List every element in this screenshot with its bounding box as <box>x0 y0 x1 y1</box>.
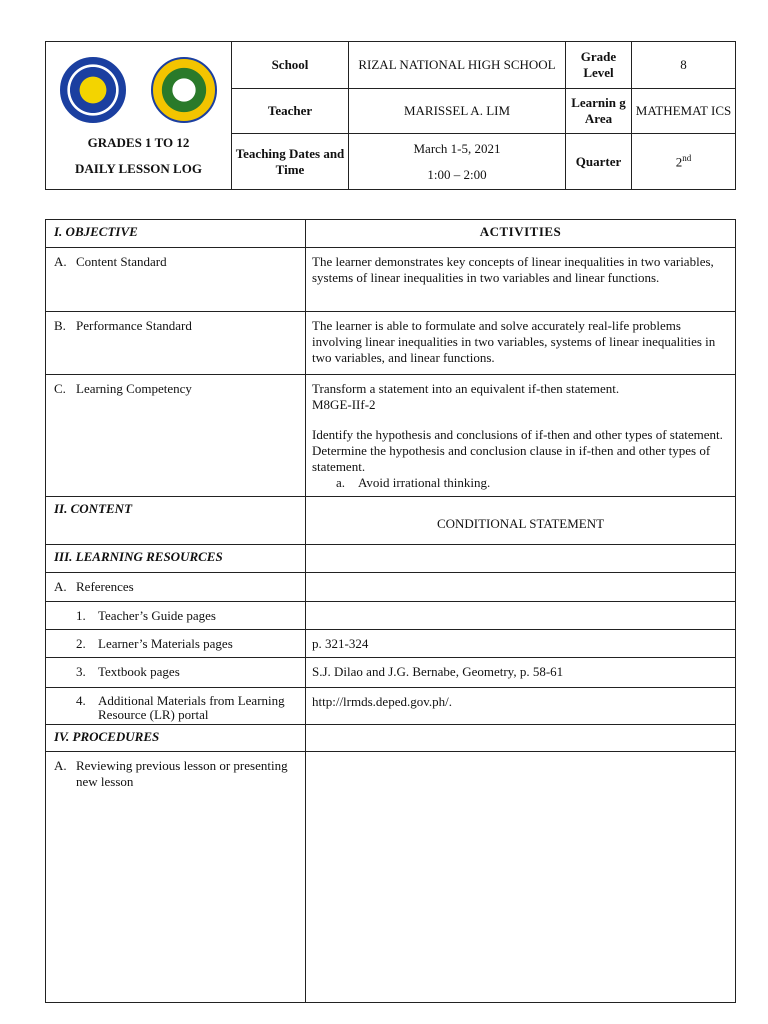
learners-materials-cell <box>46 630 306 658</box>
learning-resources-value <box>306 545 736 573</box>
competency-line-1: Transform a statement into an equivalent if-then statement. <box>312 381 620 396</box>
header-table <box>45 41 736 190</box>
learners-materials-label: Learner’s Materials pages <box>98 636 233 651</box>
header-title-cell <box>46 42 232 190</box>
reviewing-value <box>306 752 736 1003</box>
references-value <box>306 573 736 602</box>
learning-competency-text <box>306 375 736 497</box>
school-label: School <box>232 42 349 89</box>
objective-heading: I. OBJECTIVE <box>46 220 306 248</box>
learning-resources-heading: III. LEARNING RESOURCES <box>46 545 306 573</box>
references-cell <box>46 573 306 602</box>
learning-competency-letter: C. <box>54 381 66 396</box>
additional-materials-label: Additional Materials from Learning Resource (LR) portal <box>98 693 285 722</box>
performance-standard-text: The learner is able to formulate and solve accurately real-life problems involving linear inequalities in two variables, systems of linear inequalities in two variables, and linear functions. <box>306 312 736 375</box>
reviewing-label: Reviewing previous lesson or presenting new lesson <box>76 758 288 789</box>
textbook-label: Textbook pages <box>98 664 180 679</box>
quarter-value: 2 <box>675 154 683 170</box>
teachers-guide-cell <box>46 602 306 630</box>
lesson-table <box>45 219 736 1003</box>
teacher-label: Teacher <box>232 89 349 134</box>
teachers-guide-label: Teacher’s Guide pages <box>98 608 216 623</box>
competency-sub-letter: a. <box>336 475 346 490</box>
performance-standard-letter: B. <box>54 318 66 333</box>
quarter-label: Quarter <box>566 134 632 190</box>
references-letter: A. <box>54 579 67 594</box>
daily-lesson-log-title: DAILY LESSON LOG <box>75 160 202 176</box>
content-standard-label: Content Standard <box>76 254 167 269</box>
textbook-cell <box>46 658 306 688</box>
grades-label: GRADES 1 TO 12 <box>87 134 190 150</box>
content-heading: II. CONTENT <box>46 497 306 545</box>
learning-competency-label: Learning Competency <box>76 381 192 396</box>
content-value: CONDITIONAL STATEMENT <box>306 497 736 545</box>
learners-materials-value: p. 321-324 <box>306 630 736 658</box>
competency-code: M8GE-IIf-2 <box>312 397 376 412</box>
textbook-value: S.J. Dilao and J.G. Bernabe, Geometry, p. 58-61 <box>306 658 736 688</box>
learning-competency-cell <box>46 375 306 497</box>
references-label: References <box>76 579 134 594</box>
content-standard-text: The learner demonstrates key concepts of linear inequalities in two variables, systems of linear inequalities in two variables and linear functions. <box>306 248 736 312</box>
quarter-value-cell <box>632 134 736 190</box>
performance-standard-label: Performance Standard <box>76 318 192 333</box>
teachers-guide-number: 1. <box>76 608 86 623</box>
activities-heading: ACTIVITIES <box>306 220 736 248</box>
teaching-time-value: 1:00 – 2:00 <box>427 166 487 182</box>
teaching-dates-value: March 1-5, 2021 <box>413 140 501 156</box>
learners-materials-number: 2. <box>76 636 86 651</box>
procedures-value <box>306 725 736 752</box>
deped-seal-icon <box>60 57 126 123</box>
additional-materials-number: 4. <box>76 693 86 708</box>
learning-area-label: Learnin g Area <box>566 89 632 134</box>
reviewing-cell <box>46 752 306 1003</box>
school-seal-icon <box>151 57 217 123</box>
textbook-number: 3. <box>76 664 86 679</box>
learning-area-value: MATHEMAT ICS <box>632 89 736 134</box>
teaching-dates-label: Teaching Dates and Time <box>232 134 349 190</box>
grade-level-label: Grade Level <box>566 42 632 89</box>
content-standard-letter: A. <box>54 254 67 269</box>
competency-line-3: Determine the hypothesis and conclusion clause in if-then and other types of statement. <box>312 443 711 474</box>
reviewing-letter: A. <box>54 758 67 773</box>
content-standard-cell <box>46 248 306 312</box>
procedures-heading: IV. PROCEDURES <box>46 725 306 752</box>
school-value: RIZAL NATIONAL HIGH SCHOOL <box>349 42 566 89</box>
grade-level-value: 8 <box>632 42 736 89</box>
competency-sub-item: Avoid irrational thinking. <box>358 475 491 490</box>
quarter-suffix: nd <box>682 152 692 163</box>
competency-line-2: Identify the hypothesis and conclusions of if-then and other types of statement. <box>312 427 723 442</box>
teaching-dates-cell <box>349 134 566 190</box>
additional-materials-value: http://lrmds.deped.gov.ph/. <box>306 688 736 725</box>
teacher-value: MARISSEL A. LIM <box>349 89 566 134</box>
performance-standard-cell <box>46 312 306 375</box>
additional-materials-cell <box>46 688 306 725</box>
teachers-guide-value <box>306 602 736 630</box>
